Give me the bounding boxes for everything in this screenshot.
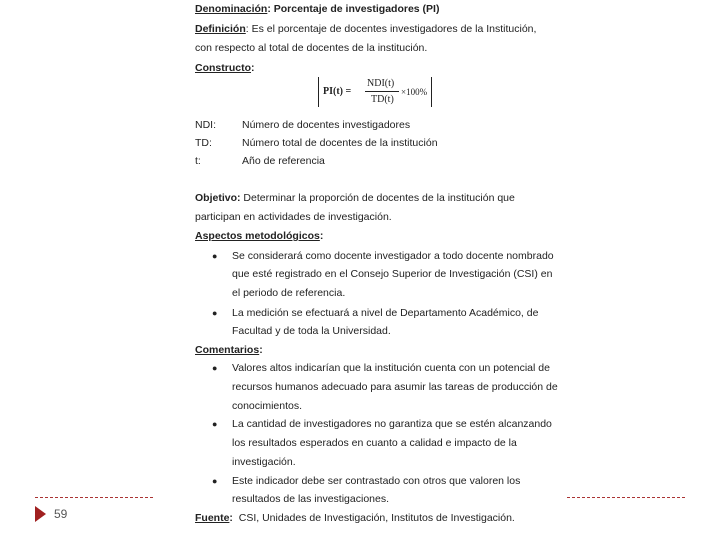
constructo-label: Constructo <box>195 62 251 74</box>
formula-factor: ×100% <box>401 87 428 97</box>
colon: : <box>251 62 255 74</box>
page-number: 59 <box>54 507 68 521</box>
definicion-text: : Es el porcentaje de docentes investigadores de la Institución, <box>245 23 537 35</box>
list-item-line: Valores altos indicarían que la institución cuenta con un potencial de <box>232 362 550 374</box>
denominacion-text: : Porcentaje de investigadores (PI) <box>267 3 440 15</box>
variable-desc: Año de referencia <box>242 155 325 167</box>
list-item-line: los resultados esperados en cuanto a calidad e impacto de la <box>232 437 517 449</box>
constructo-heading <box>195 61 255 75</box>
denominacion-label: Denominación <box>195 3 268 15</box>
fraction-bar <box>365 91 399 92</box>
list-item-line: La cantidad de investigadores no garantiza que se estén alcanzando <box>232 418 552 430</box>
comentarios-heading <box>195 343 263 357</box>
bullet-icon: ● <box>212 308 218 318</box>
colon: : <box>259 344 263 356</box>
list-item-line: el periodo de referencia. <box>232 287 346 299</box>
objetivo-text: Determinar la proporción de docentes de la institución que <box>240 192 515 204</box>
triangle-marker-icon <box>35 506 46 522</box>
bullet-icon: ● <box>212 419 218 429</box>
colon: : <box>229 512 233 524</box>
list-item-line: Este indicador debe ser contrastado con otros que valoren los <box>232 475 521 487</box>
definicion-label: Definición <box>195 23 246 35</box>
list-item-line: investigación. <box>232 456 296 468</box>
list-item-line: resultados de las investigaciones. <box>232 493 390 505</box>
fuente-label: Fuente <box>195 512 230 524</box>
list-item-line: La medición se efectuará a nivel de Departamento Académico, de <box>232 307 539 319</box>
bullet-icon: ● <box>212 251 218 261</box>
variable-desc: Número de docentes investigadores <box>242 119 411 131</box>
list-item-line: que esté registrado en el Consejo Superior de Investigación (CSI) en <box>232 268 553 280</box>
comentarios-label: Comentarios <box>195 344 260 356</box>
list-item-line: Se considerará como docente investigador a todo docente nombrado <box>232 250 554 262</box>
aspectos-label: Aspectos metodológicos <box>195 230 320 242</box>
footer-divider-right <box>567 497 685 498</box>
variable-abbr: TD: <box>195 137 212 149</box>
list-item-line: recursos humanos adecuado para asumir las tareas de producción de <box>232 381 558 393</box>
objetivo-line1 <box>195 191 515 205</box>
definicion-line1 <box>195 22 536 36</box>
list-item-line: conocimientos. <box>232 400 303 412</box>
definicion-line2: con respecto al total de docentes de la institución. <box>195 42 428 54</box>
objetivo-line2: participan en actividades de investigación. <box>195 211 392 223</box>
formula <box>318 77 432 107</box>
colon: : <box>319 230 324 242</box>
bullet-icon: ● <box>212 363 218 373</box>
denominacion <box>195 2 439 16</box>
bullet-icon: ● <box>212 476 218 486</box>
objetivo-label: Objetivo: <box>195 192 241 204</box>
formula-denominator: TD(t) <box>371 94 394 105</box>
fuente <box>195 511 515 525</box>
formula-numerator: NDI(t) <box>367 78 395 89</box>
list-item-line: Facultad y de toda la Universidad. <box>232 325 391 337</box>
variable-desc: Número total de docentes de la institución <box>242 137 438 149</box>
footer-divider-left <box>35 497 153 498</box>
formula-lhs: PI(t) = <box>323 86 352 97</box>
variable-abbr: t: <box>195 155 201 167</box>
variable-abbr: NDI: <box>195 119 216 131</box>
fuente-text: CSI, Unidades de Investigación, Institutos de Investigación. <box>232 512 515 524</box>
aspectos-heading <box>195 229 323 243</box>
